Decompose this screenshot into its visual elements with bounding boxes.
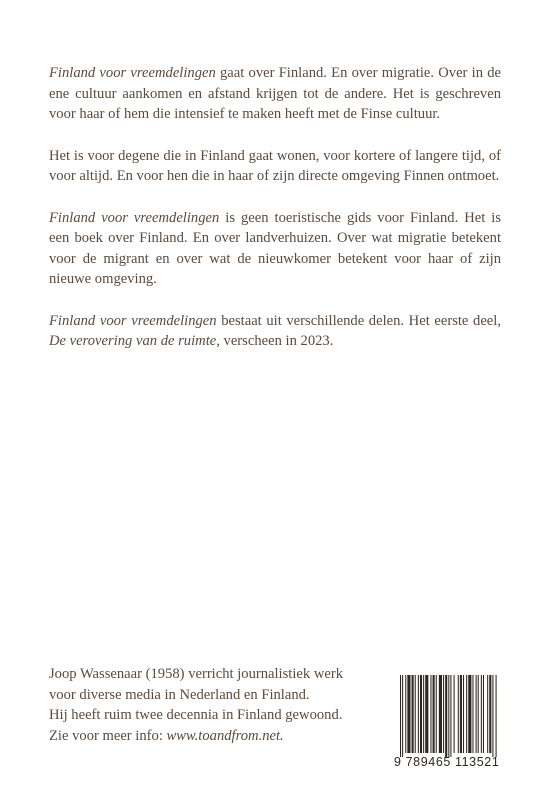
barcode-graphic [398,675,510,757]
barcode-bar [496,675,497,757]
blurb-paragraph-2 [49,146,501,187]
barcode-bar [445,675,447,757]
isbn-barcode [398,675,510,757]
barcode-bar [405,675,406,753]
author-bio-line: Hij heeft ruim twee decennia in Finland gewoond. [49,707,343,723]
barcode-bar [468,675,471,753]
barcode-bar [423,675,424,753]
book-title: Finland voor vreemdelingen [49,312,217,329]
blurb-text: , verscheen in 2023. [216,333,334,349]
barcode-bar [450,675,451,757]
barcode-bar [458,675,459,753]
barcode-bar [454,675,455,753]
barcode-bar [476,675,477,753]
barcode-bar [472,675,473,753]
barcode-bar [425,675,428,753]
author-bio-line: voor diverse media in Nederland en Finland. [49,686,310,703]
blurb-text: is geen toeristische gids voor Finland. Het is een boek over Finland. En over landverhuizen. Over wat migratie betekent voor de migrant en over wat de nieuwkomer betekent voor haar of zijn nieuwe omgeving. [49,209,502,287]
barcode-bar [443,675,444,753]
book-title: Finland voor vreemdelingen [49,65,216,81]
book-title: Finland voor vreemdelingen [49,209,220,226]
barcode-bar [407,675,410,753]
barcode-bar [439,675,442,753]
barcode-bar [487,675,488,753]
barcode-bar [489,675,491,753]
blurb-paragraph-3 [49,208,501,290]
barcode-bar [430,675,431,753]
barcode-bar [402,675,403,757]
cover-blurb [49,63,501,373]
barcode-bar [478,675,479,753]
barcode-bar [460,675,462,753]
author-bio [49,664,389,746]
blurb-text: bestaat uit verschillende delen. Het eerste deel, [216,312,501,329]
author-bio-text: Zie voor meer info: [49,727,167,744]
blurb-paragraph-1 [49,63,501,125]
barcode-bar [436,675,437,753]
barcode-bar [448,675,449,757]
blurb-paragraph-4 [49,311,501,352]
barcode-bar [466,675,467,753]
barcode-bar [492,675,493,757]
barcode-bar [433,675,435,753]
barcode-bar [415,675,416,753]
author-bio-line: Joop Wassenaar (1958) verricht journalistiek werk [49,666,343,682]
blurb-text: Het is voor degene die in Finland gaat wonen, voor kortere of langere tijd, of voor altijd. En voor hen die in haar of zijn directe omgeving Finnen ontmoet. [49,147,501,184]
barcode-bar [483,675,484,753]
barcode-bar [420,675,422,753]
isbn-number: 9 789465 113521 [394,755,500,769]
author-bio-line [49,726,389,747]
barcode-bar [481,675,482,753]
part-title: De verovering van de ruimte [49,333,217,349]
barcode-bar [463,675,464,753]
barcode-bar [418,675,419,753]
blurb-text: gaat over Finland. En over migratie. Over in de ene cultuur aankomen en afstand krijgen tot de andere. Het is geschreven voor haar of hem die intensief te maken heeft met de Finse cultuur. [49,65,501,122]
barcode-bar [400,675,401,757]
website-link[interactable]: www.toandfrom.net. [166,727,284,744]
barcode-bar [412,675,414,753]
